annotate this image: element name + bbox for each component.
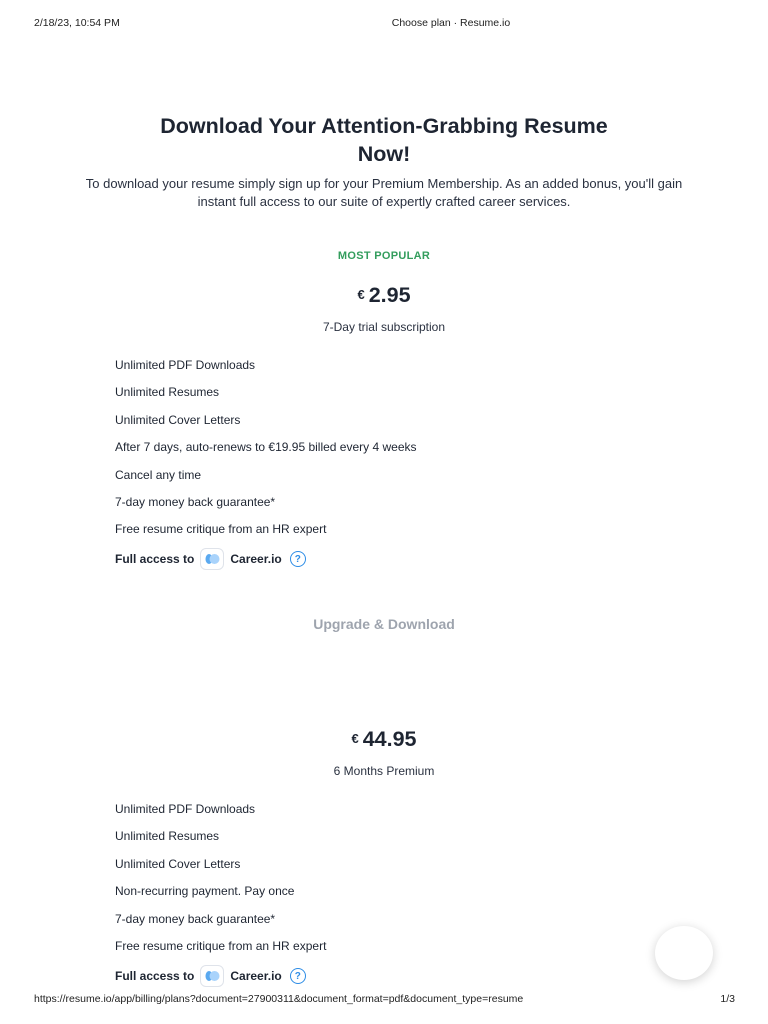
- career-io-logo-icon: [200, 965, 224, 987]
- page-title: [134, 112, 634, 168]
- question-circle-icon[interactable]: ?: [290, 551, 306, 567]
- page-subtitle-line-1: To download your resume simply sign up for your Premium Membership. As an added bonus, you'll gain: [85, 176, 683, 191]
- career-io-name: Career.io: [230, 969, 282, 983]
- upgrade-download-button[interactable]: Upgrade & Download: [284, 613, 484, 635]
- question-circle-icon[interactable]: ?: [290, 968, 306, 984]
- plan-1-amount: 2.95: [368, 283, 411, 307]
- career-access-label: Full access to: [115, 552, 195, 566]
- list-item: Unlimited Resumes: [115, 385, 220, 400]
- plan-2-career-access: [115, 964, 306, 988]
- plan-2-currency: €: [351, 731, 359, 746]
- page-subtitle: [60, 175, 708, 211]
- career-access-label: Full access to: [115, 969, 195, 983]
- plan-1-career-access: [115, 547, 306, 571]
- list-item: Unlimited Cover Letters: [115, 412, 241, 427]
- career-io-logo-icon: [200, 548, 224, 570]
- print-footer: [0, 993, 768, 1007]
- page-title-line-2: Now!: [357, 142, 411, 166]
- print-url: https://resume.io/app/billing/plans?document=27900311&document_format=pdf&document_type=resume: [34, 993, 524, 1005]
- plan-1-currency: €: [357, 287, 365, 302]
- print-date: 2/18/23, 10:54 PM: [34, 17, 120, 29]
- print-page-number: 1/3: [720, 993, 735, 1005]
- most-popular-badge: MOST POPULAR: [337, 250, 431, 262]
- print-header: [0, 17, 768, 31]
- page-subtitle-line-2: instant full access to our suite of expertly crafted career services.: [197, 194, 571, 209]
- plan-2-amount: 44.95: [362, 727, 417, 751]
- plan-2-features: [115, 802, 326, 966]
- print-page-title: Choose plan · Resume.io: [391, 17, 511, 29]
- list-item: Cancel any time: [115, 467, 202, 482]
- page-title-line-1: Download Your Attention-Grabbing Resume: [160, 114, 608, 138]
- plan-1-price: [0, 283, 768, 308]
- list-item: Non-recurring payment. Pay once: [115, 884, 295, 899]
- plan-2-subtitle: 6 Months Premium: [333, 764, 435, 778]
- career-io-name: Career.io: [230, 552, 282, 566]
- plan-1-subtitle: 7-Day trial subscription: [322, 320, 446, 334]
- list-item: After 7 days, auto-renews to €19.95 billed every 4 weeks: [115, 440, 417, 455]
- list-item: Free resume critique from an HR expert: [115, 522, 327, 537]
- chat-bubble-icon[interactable]: [655, 926, 713, 980]
- plan-2-price: [0, 727, 768, 752]
- list-item: Unlimited PDF Downloads: [115, 358, 256, 372]
- list-item: 7-day money back guarantee*: [115, 494, 276, 509]
- plan-1-features: [115, 358, 417, 550]
- list-item: 7-day money back guarantee*: [115, 911, 276, 926]
- list-item: Free resume critique from an HR expert: [115, 938, 327, 953]
- list-item: Unlimited PDF Downloads: [115, 802, 256, 816]
- list-item: Unlimited Resumes: [115, 829, 220, 844]
- list-item: Unlimited Cover Letters: [115, 856, 241, 871]
